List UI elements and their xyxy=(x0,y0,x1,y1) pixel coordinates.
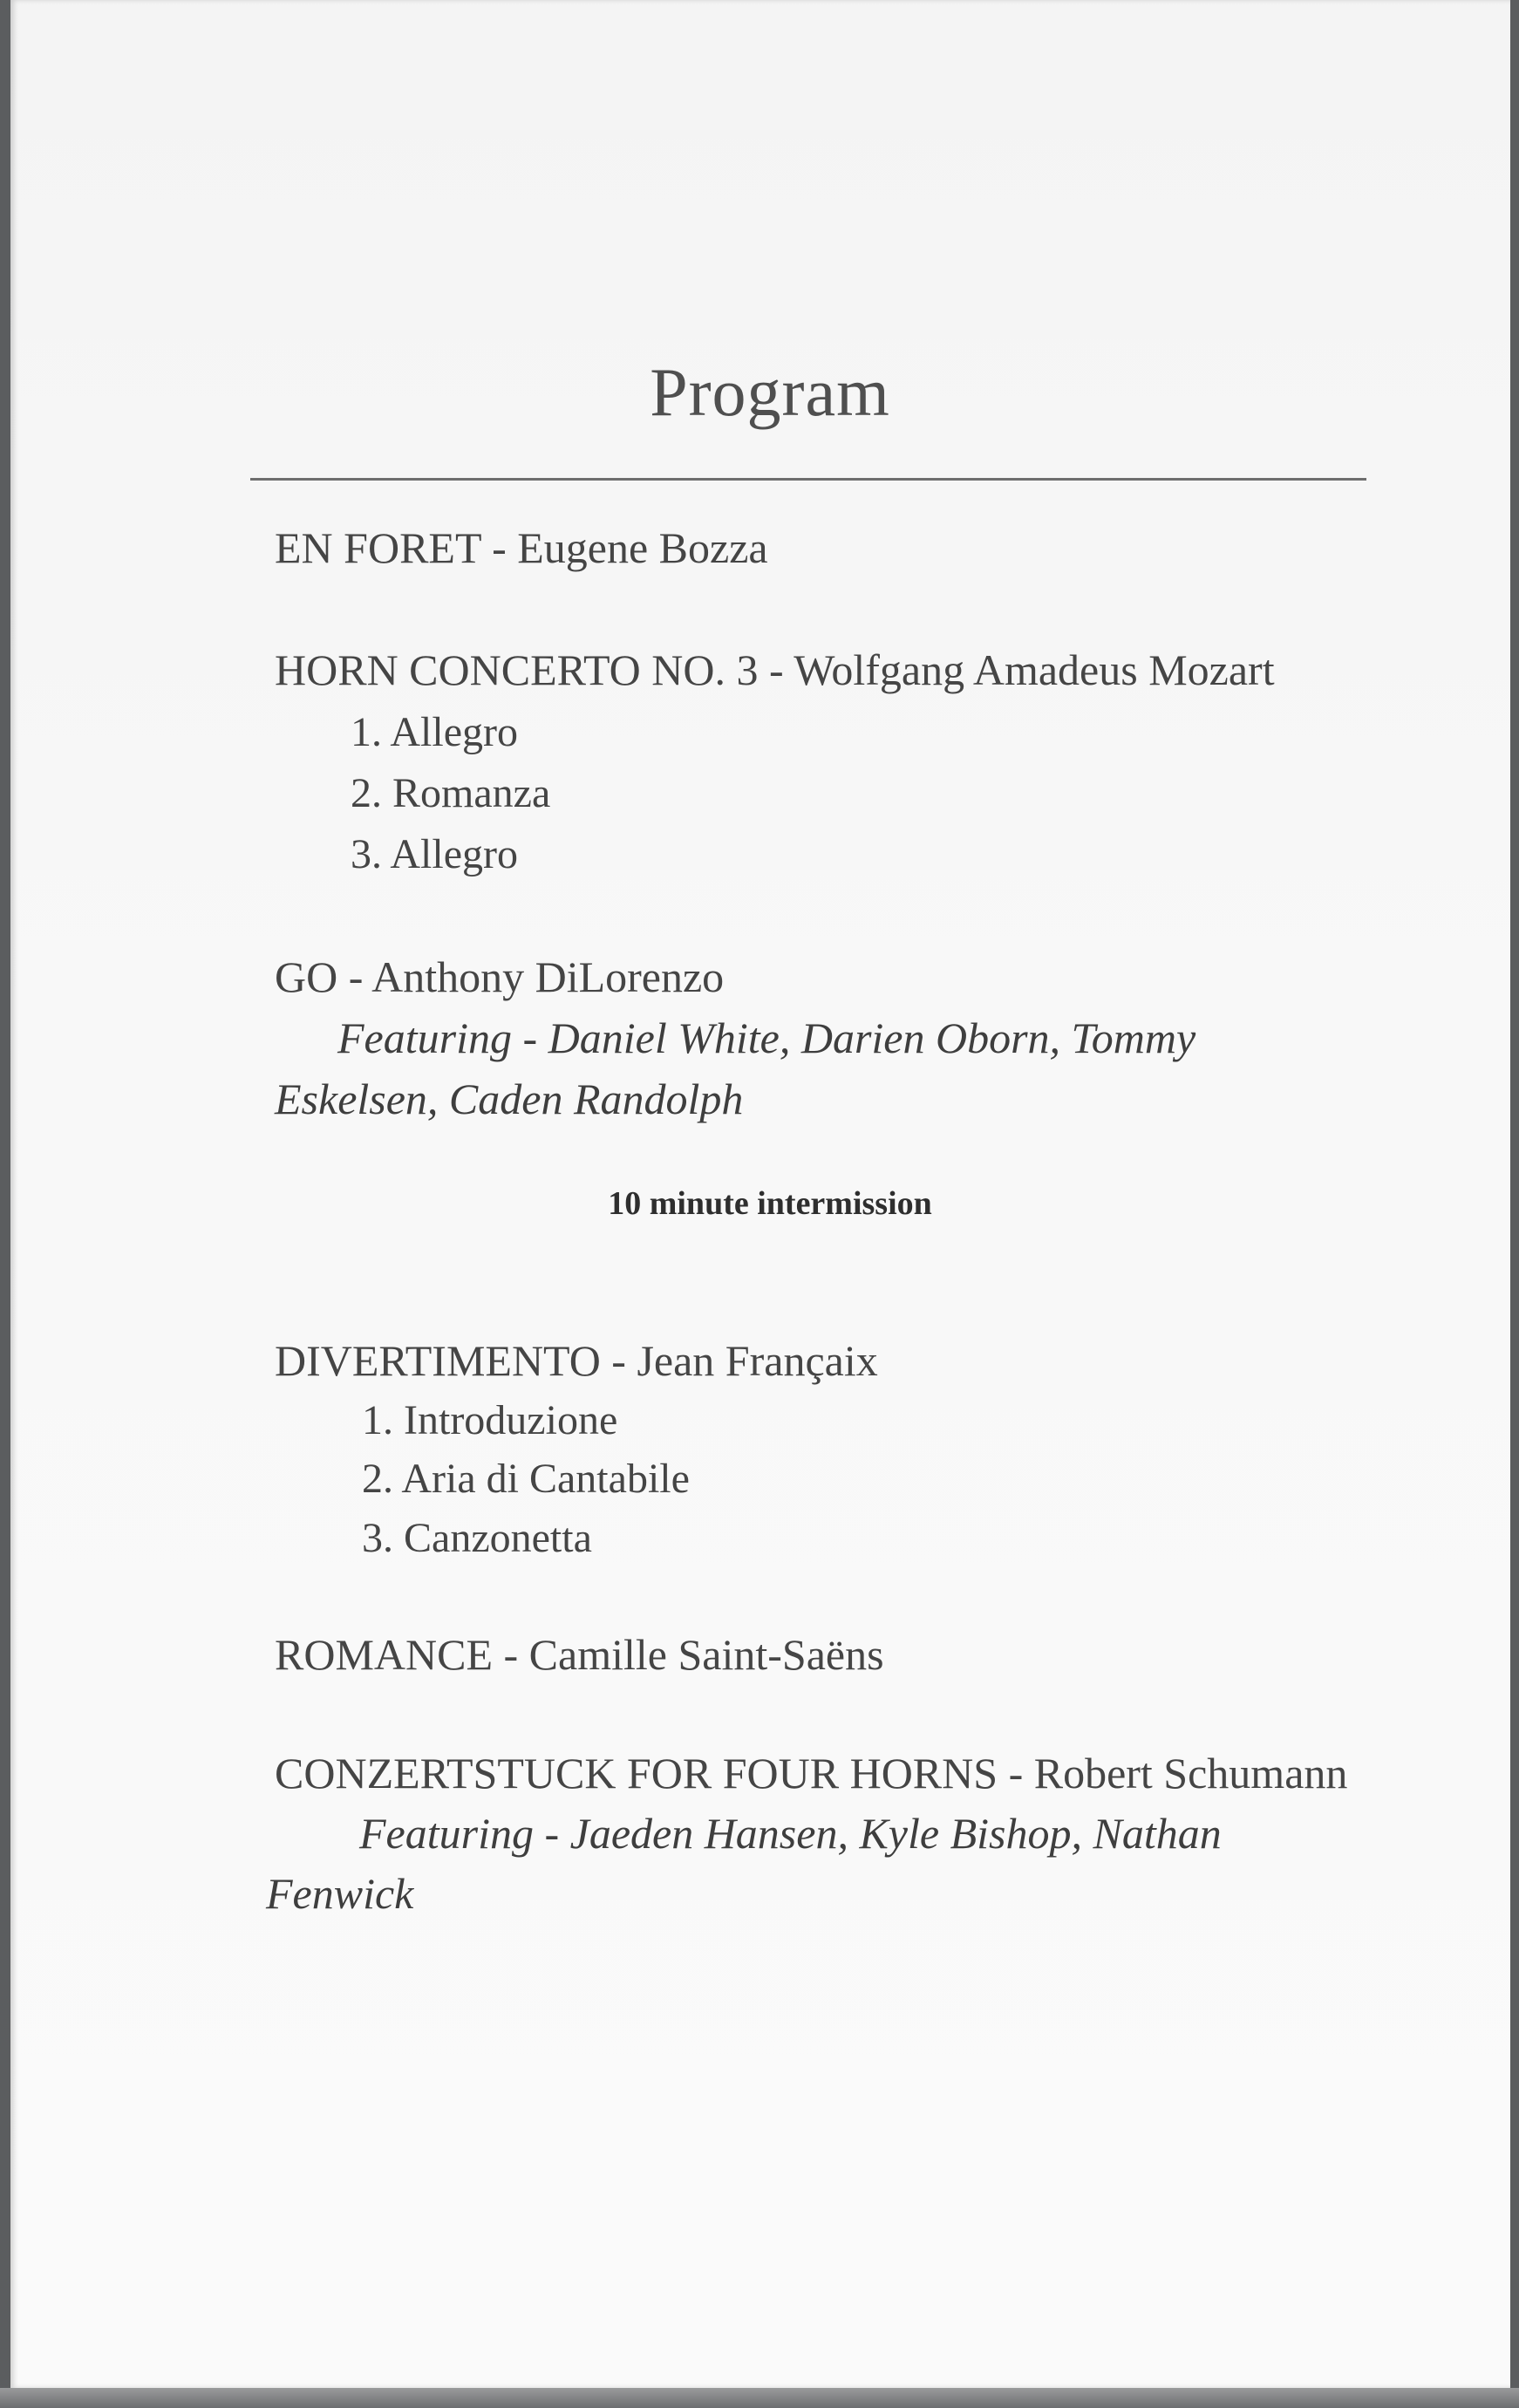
page-bottom-edge xyxy=(0,2388,1519,2408)
intermission-note: 10 minute intermission xyxy=(608,1185,932,1222)
featuring-line: Featuring - Jaeden Hansen, Kyle Bishop, Nathan xyxy=(359,1809,1222,1858)
work-heading-en-foret: EN FORET - Eugene Bozza xyxy=(275,523,768,572)
work-heading-horn-concerto: HORN CONCERTO NO. 3 - Wolfgang Amadeus Mozart xyxy=(275,645,1275,694)
page-title: Program xyxy=(650,354,890,430)
work-heading-conzertstuck: CONZERTSTUCK FOR FOUR HORNS - Robert Schumann xyxy=(275,1749,1348,1797)
featuring-line: Fenwick xyxy=(266,1869,414,1918)
featuring-line: Featuring - Daniel White, Darien Oborn, Tommy xyxy=(337,1013,1196,1062)
movement-item: 2. Romanza xyxy=(351,770,551,816)
movement-item: 2. Aria di Cantabile xyxy=(362,1456,690,1502)
title-divider xyxy=(250,478,1366,481)
movement-item: 1. Introduzione xyxy=(362,1397,618,1443)
work-heading-divertimento: DIVERTIMENTO - Jean Françaix xyxy=(275,1336,878,1385)
program-page xyxy=(10,0,1510,2388)
featuring-line: Eskelsen, Caden Randolph xyxy=(275,1074,744,1123)
work-heading-romance: ROMANCE - Camille Saint-Saëns xyxy=(275,1630,884,1679)
work-heading-go: GO - Anthony DiLorenzo xyxy=(275,952,725,1001)
movement-item: 1. Allegro xyxy=(351,709,518,755)
movement-item: 3. Allegro xyxy=(351,831,518,877)
movement-item: 3. Canzonetta xyxy=(362,1515,592,1561)
